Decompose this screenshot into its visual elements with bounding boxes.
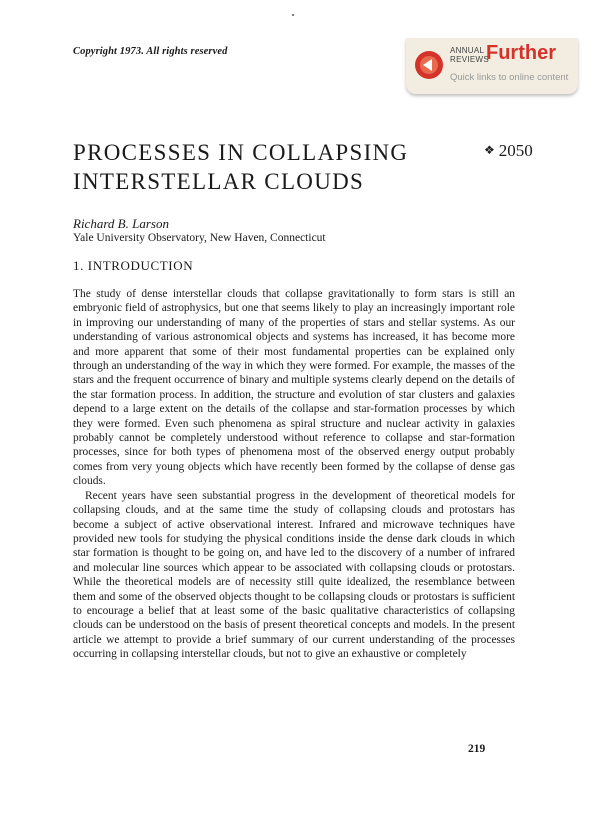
- section-heading: 1. INTRODUCTION: [73, 258, 194, 273]
- annual-label: ANNUAL: [450, 46, 485, 55]
- paragraph: The study of dense interstellar clouds that collapse gravitationally to form stars is still an embryonic field of astrophysics, but one that seems likely to play an increasingly important role in improving our understanding of many of the properties of stars and stellar systems. As our understanding of various astronomical objects and systems has increased, it has become more and more apparent that some of their most fundamental properties can be explained only through an understanding of the way in which they were formed. For example, the masses of the stars and the frequent occurrence of binary and multiple systems clearly depend on the details of the star formation process. In addition, the structure and evolution of star clusters and galaxies depend to a large extent on the details of the collapse and star-formation processes by which they were formed. Even such phenomena as spiral structure and nuclear activity in galaxies probably cannot be completely understood without reference to collapse and star-formation processes, since for both types of phenomena most of the observed energy output probably comes from very young objects which have recently been formed by the collapse of dense gas clouds.: [73, 288, 515, 488]
- copyright-notice: Copyright 1973. All rights reserved: [73, 46, 228, 57]
- diamond-icon: ❖: [484, 143, 495, 157]
- further-links-badge[interactable]: [406, 38, 578, 94]
- annual-reviews-wordmark: [450, 46, 489, 64]
- further-tagline: Quick links to online content: [450, 72, 569, 83]
- reviews-label: REVIEWS: [450, 55, 489, 64]
- article-number: [484, 141, 533, 161]
- further-brand: Further: [486, 42, 556, 64]
- author-affiliation: Yale University Observatory, New Haven, Connecticut: [73, 232, 326, 244]
- title-line-2: INTERSTELLAR CLOUDS: [73, 169, 365, 194]
- article-title: [73, 138, 473, 196]
- stray-dot: [292, 14, 294, 16]
- article-body: [73, 287, 515, 662]
- article-number-value: 2050: [498, 141, 533, 160]
- paragraph: Recent years have seen substantial progress in the development of theoretical models for collapsing clouds, and at the same time the study of collapsing clouds and protostars has become a subject of active observational interest. Infrared and microwave techniques have provided new tools for studying the physical conditions inside the dense dark clouds in which star formation is thought to be going on, and have led to the discovery of a number of infrared and molecular line sources which appear to be associated with collapsing clouds or protostars. While the theoretical models are of necessity still quite idealized, the resemblance between them and some of the observed objects thought to be collapsing clouds or protostars is sufficient to encourage a belief that at least some of the basic qualitative characteristics of collapsing clouds can be understood on the basis of present theoretical concepts and models. In the present article we attempt to provide a brief summary of our current understanding of the processes occurring in collapsing interstellar clouds, but not to give an exhaustive or completely: [73, 489, 515, 661]
- title-line-1: PROCESSES IN COLLAPSING: [73, 140, 409, 165]
- page-number: 219: [468, 743, 486, 755]
- back-arrow-circle-icon: [415, 51, 443, 79]
- author-name: Richard B. Larson: [73, 216, 169, 231]
